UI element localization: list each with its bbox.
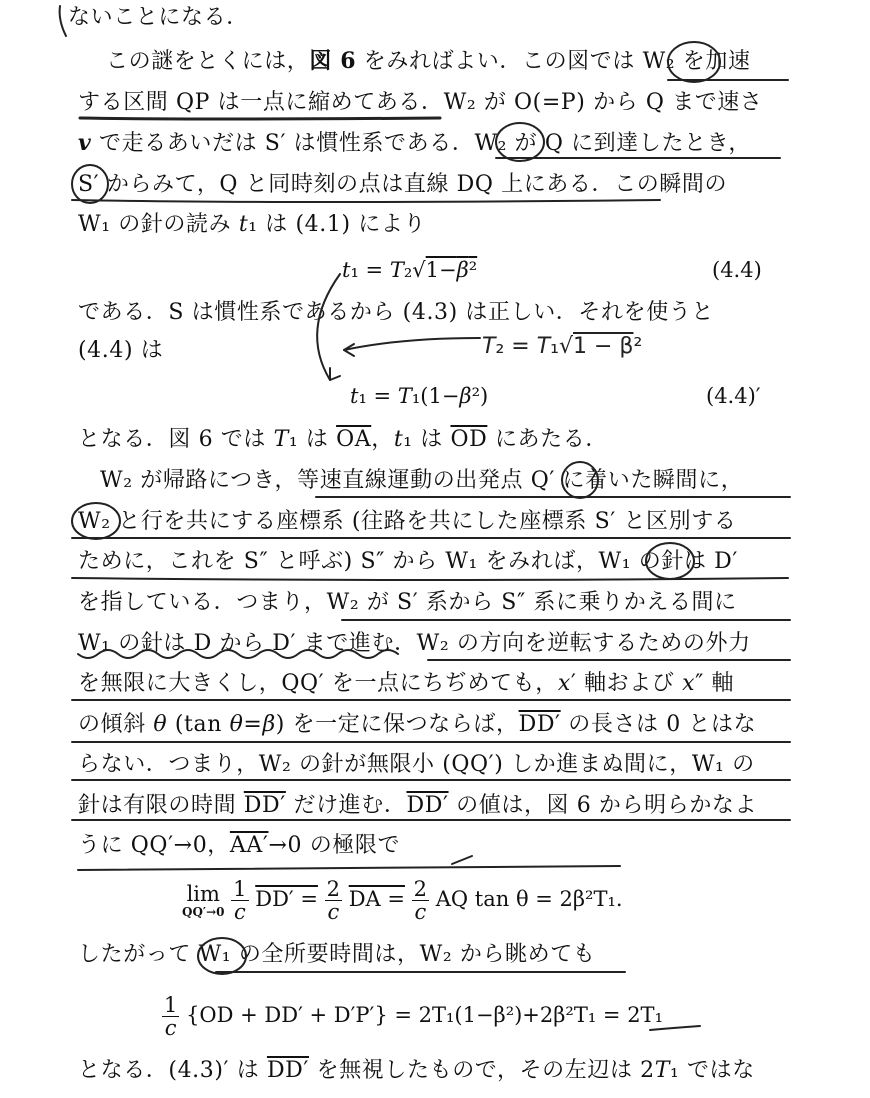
text-line-16: らない．つまり，W₂ の針が無限小 (QQ′) しか進まぬ間に，W₁ の xyxy=(78,752,755,777)
underline-l4 xyxy=(72,200,660,202)
text-line-2: する区間 QP は一点に縮めてある．W₂ が O(=P) から Q まで速さ xyxy=(78,90,763,115)
equation-number-4-4: (4.4) xyxy=(712,258,762,282)
margin-mark xyxy=(60,6,66,36)
text-line-13: W₁ の針は D から D′ まで進む．W₂ の方向を逆転するための外力 xyxy=(78,631,751,656)
text-line-8: となる．図 6 では T₁ は $\overline{OA}$，t₁ は $\overline{OD}$ にあたる． xyxy=(78,427,608,452)
text-line-3: v で走るあいだは S′ は慣性系である．W₂ が Q に到達したとき， xyxy=(78,130,752,156)
text-line-0: ないことになる． xyxy=(68,5,249,30)
text-line-17: 針は有限の時間 DD′ だけ進む．DD′ の値は，図 6 から明らかなよ xyxy=(78,793,758,818)
text-line-6: である．S は慣性系であるから (4.3) は正しい．それを使うと xyxy=(78,300,715,325)
text-line-1: この謎をとくには，図 6 をみればよい．この図では W₂ を加速 xyxy=(106,48,751,74)
text-line-15: の傾斜 θ (tan θ=β) を一定に保つならば，DD′ の長さは 0 とはな xyxy=(78,712,757,737)
text-line-11: ために，これを S″ と呼ぶ) S″ から W₁ をみれば，W₁ の針は D′ xyxy=(78,549,739,574)
text-line-5: W₁ の針の読み t₁ は (4.1) により xyxy=(78,212,427,237)
text-line-10: W₂ と行を共にする座標系 (往路を共にした座標系 S′ と区別する xyxy=(78,509,737,534)
equation-4-4-prime: t₁ = T₁(1−β²) xyxy=(350,384,489,408)
text-line-20: となる．(4.3)′ は DD′ を無視したもので，その左辺は 2T₁ ではな xyxy=(78,1058,755,1083)
text-line-7: (4.4) は xyxy=(78,338,164,363)
equation-number-4-4-prime: (4.4)′ xyxy=(706,384,761,408)
text-line-4: S′ からみて，Q と同時刻の点は直線 DQ 上にある．この瞬間の xyxy=(78,172,728,197)
equation-4-4: t₁ = T₂√1−β² xyxy=(342,258,478,282)
text-line-12: を指している．つまり，W₂ が S′ 系から S″ 系に乗りかえる間に xyxy=(78,590,737,615)
underline-l2 xyxy=(80,118,440,119)
arrow-head2 xyxy=(330,368,340,380)
tick-mark xyxy=(452,856,472,864)
underline-l11 xyxy=(72,578,788,580)
text-line-18: うに QQ′→0，AA′→0 の極限で xyxy=(78,833,401,858)
arrow-head1 xyxy=(344,344,354,356)
text-line-14: を無限に大きくし，QQ′ を一点にちぢめても，x′ 軸および x″ 軸 xyxy=(78,671,735,696)
text-line-9: W₂ が帰路につき，等速直線運動の出発点 Q′ に着いた瞬間に， xyxy=(100,468,744,493)
long-underline-18 xyxy=(78,866,620,870)
equation-total-time: $\frac{1}{c}$ {OD + DD′ + D′P′} = 2T₁(1−β²)+2β²T₁ = 2T₁ xyxy=(164,993,663,1040)
equation-limit: lim QQ′→0 $\frac{1}{c}$ DD′ = $\frac{2}{c}$ DA = $\frac{2}{c}$ AQ tan θ = 2β²T₁. xyxy=(182,877,623,924)
text-line-19: したがって W₁ の全所要時間は，W₂ から眺めても xyxy=(78,942,596,967)
handwritten-note: T₂ = T₁√1 − β² xyxy=(482,334,643,359)
arrow-to-eq xyxy=(344,338,480,350)
